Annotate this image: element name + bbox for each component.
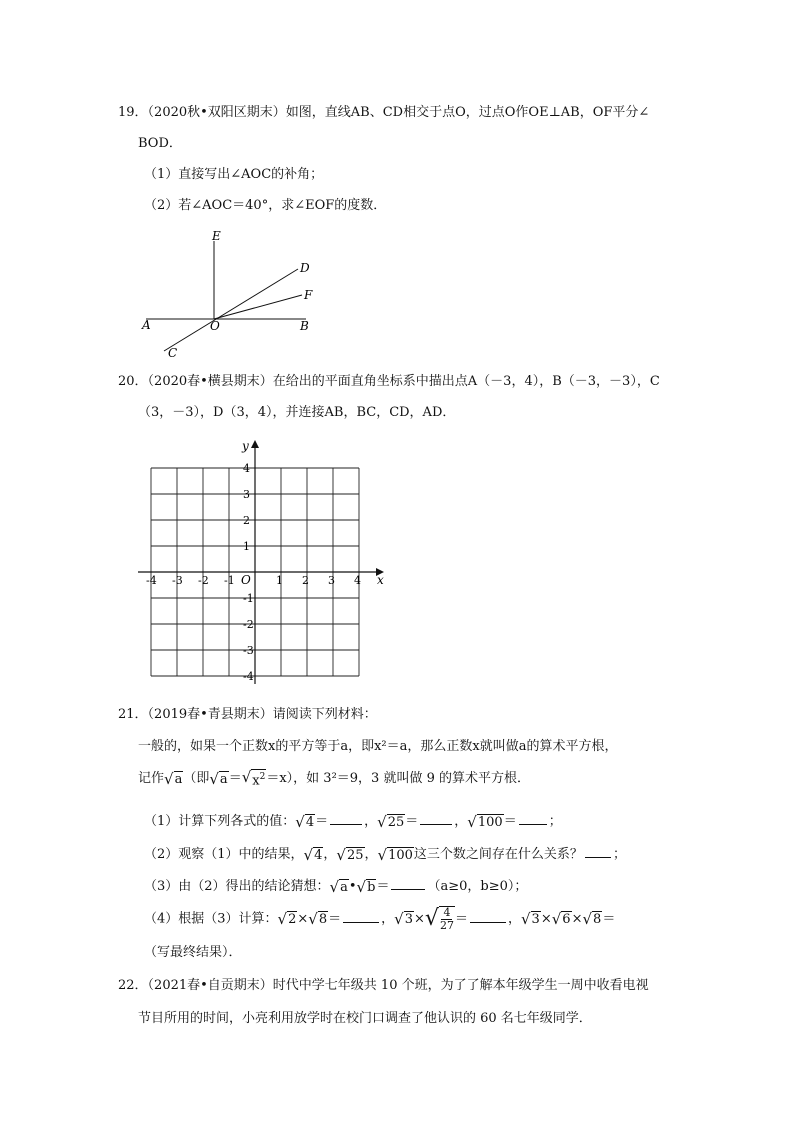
q20-line1: 20．（2020春•横县期末）在给出的平面直角坐标系中描出点A（－3，4），B（－3，－3），C [118, 374, 660, 389]
y-tick-label: 4 [243, 462, 250, 475]
x-axis-label: x [377, 573, 384, 587]
q19-sub2: （2）若∠AOC＝40°，求∠EOF的度数． [144, 198, 387, 213]
y-axis-label: y [242, 439, 249, 453]
q21-sub3: （3）由（2）得出的结论猜想： √ a • √ b ＝ （a≥0，b≥0）； [144, 875, 527, 896]
answer-blank-2[interactable] [420, 810, 452, 825]
answer-blank-4[interactable] [585, 843, 611, 858]
x-tick-label: 3 [328, 574, 335, 587]
q21-material1: 一般的，如果一个正数x的平方等于a，即x²＝a，那么正数x就叫做a的算术平方根， [138, 739, 618, 754]
y-tick-label: 1 [243, 540, 250, 553]
ray-of [214, 295, 302, 319]
label-a: A [142, 318, 151, 332]
y-tick-label: -3 [243, 644, 254, 657]
x-tick-label: -4 [146, 574, 157, 587]
q21-sub1: （1）计算下列各式的值： √ 4 ＝ ， √ 25 ＝ ， √ 100 ＝ ； [144, 810, 562, 831]
x-tick-label: 1 [276, 574, 283, 587]
answer-blank-5[interactable] [391, 875, 425, 890]
answer-blank-6[interactable] [343, 908, 379, 923]
x-tick-label: -2 [198, 574, 209, 587]
q20-line2: （3，－3），D（3，4），并连接AB，BC，CD，AD． [138, 405, 456, 420]
q19-angle-figure [136, 226, 326, 362]
sqrt-a-2: √ a [209, 769, 228, 788]
y-axis-arrow [251, 440, 259, 448]
x-tick-label: -3 [172, 574, 183, 587]
label-d: D [300, 261, 310, 275]
sqrt-x-squared: √ $x^2$ [241, 768, 266, 789]
q21-sub2: （2）观察（1）中的结果， √ 4 ， √ 25 ， √ 100 这三个数之间存在什么关系？ ； [144, 843, 626, 864]
x-tick-label: 2 [302, 574, 309, 587]
q21-sub4-end: （写最终结果）． [144, 945, 242, 960]
y-tick-label: -1 [243, 592, 254, 605]
y-tick-label: 3 [243, 488, 250, 501]
answer-blank-7[interactable] [470, 908, 506, 923]
y-tick-label: -2 [243, 618, 254, 631]
y-tick-label: 2 [243, 514, 250, 527]
q21-line1: 21．（2019春•青县期末）请阅读下列材料： [118, 707, 377, 722]
label-b: B [300, 319, 309, 333]
q22-line2: 节目所用的时间，小亮利用放学时在校门口调查了他认识的 60 名七年级同学． [138, 1011, 592, 1026]
x-tick-label: 4 [354, 574, 361, 587]
x-tick-label: -1 [224, 574, 235, 587]
origin-label: O [241, 573, 251, 587]
coordinate-grid [130, 434, 392, 690]
label-f: F [304, 288, 313, 302]
label-o: O [210, 319, 220, 333]
answer-blank-1[interactable] [330, 810, 362, 825]
q22-line1: 22．（2021春•自贡期末）时代中学七年级共 10 个班，为了了解本年级学生一周中收看电视 [118, 978, 649, 993]
label-c: C [168, 346, 178, 360]
q19-line2: BOD． [138, 136, 182, 151]
y-tick-label: -4 [243, 670, 254, 683]
q19-sub1: （1）直接写出∠AOC的补角； [144, 167, 324, 182]
label-e: E [212, 229, 221, 243]
q19-line1: 19．（2020秋•双阳区期末）如图，直线AB、CD相交于点O，过点O作OE⊥AB，OF平分∠ [118, 105, 650, 120]
answer-blank-3[interactable] [519, 810, 547, 825]
sqrt-a: √ a [164, 769, 183, 788]
q21-material2: 记作 √ a （即 √ a ＝ √ $x^2$ ＝x），如 3²＝9，3 就叫做 9 的算术平方根． [138, 768, 531, 789]
q21-sub4: （4）根据（3）计算： √ 2 × √ 8 ＝ ， √ 3 × √ $\frac{4}{27}$ ＝ ， √ 3 × √ 6 × √ 8 ＝ [144, 906, 616, 932]
line-cd [164, 269, 298, 351]
